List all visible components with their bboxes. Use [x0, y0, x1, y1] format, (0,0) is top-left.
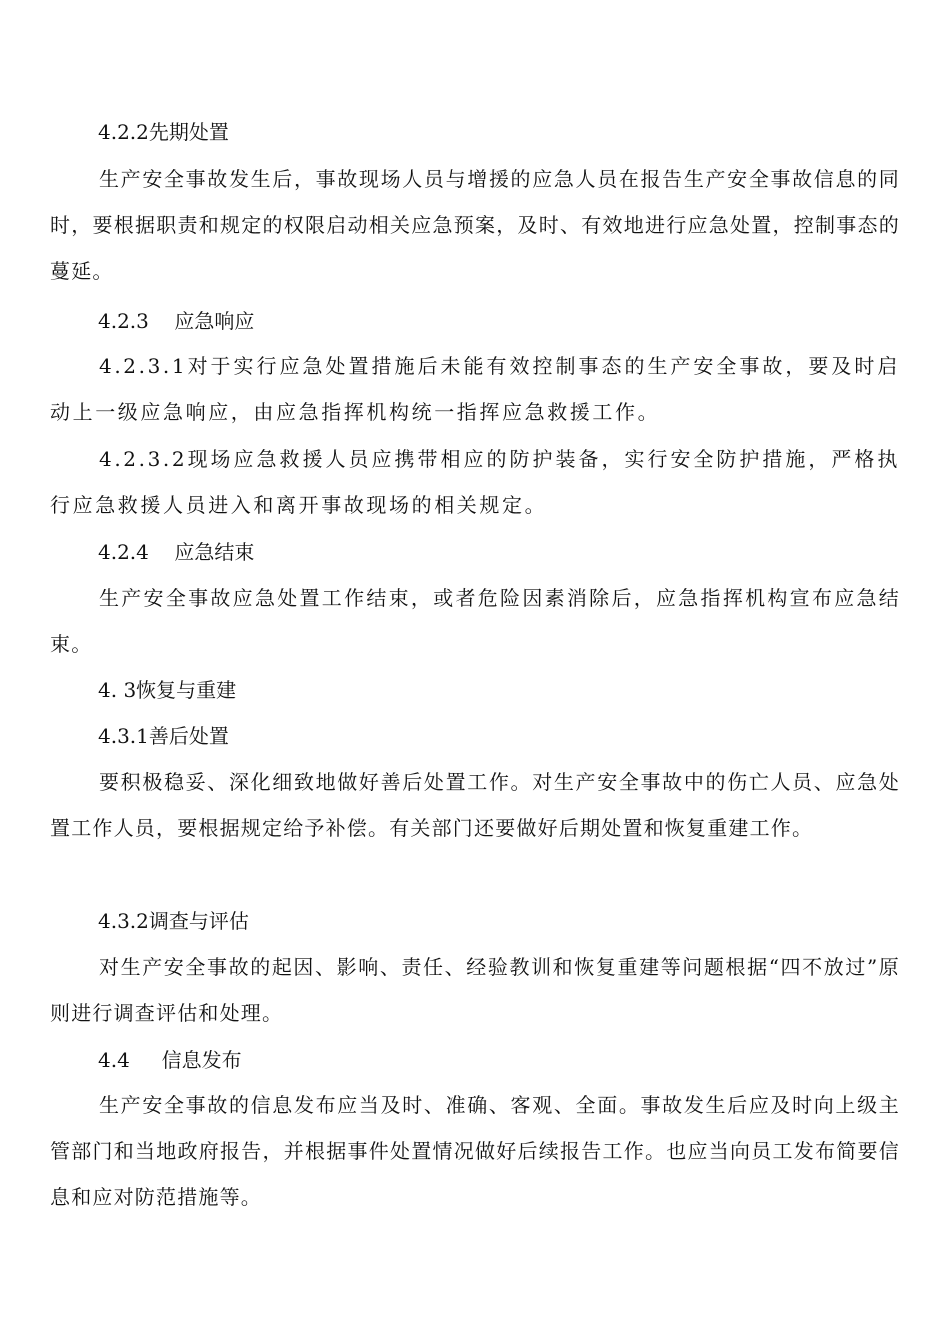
- heading-4-2-2: 4.2.2先期处置: [98, 120, 229, 144]
- paragraph-4-2-3-2: 4.2.3.2现场应急救援人员应携带相应的防护装备，实行安全防护措施，严格执行应急救援人员进入和离开事故现场的相关规定。: [50, 447, 900, 517]
- paragraph-4-2-3-1: 4.2.3.1对于实行应急处置措施后未能有效控制事态的生产安全事故，要及时启动上一级应急响应，由应急指挥机构统一指挥应急救援工作。: [50, 354, 900, 424]
- heading-4-3-2: 4.3.2调查与评估: [98, 909, 249, 933]
- paragraph-initial-response: 生产安全事故发生后，事故现场人员与增援的应急人员在报告生产安全事故信息的同时，要根据职责和规定的权限启动相关应急预案，及时、有效地进行应急处置，控制事态的蔓延。: [50, 167, 900, 283]
- heading-4-3-1: 4.3.1善后处置: [98, 724, 229, 748]
- heading-4-2-4: 4.2.4 应急结束: [98, 540, 255, 564]
- heading-4-2-3: 4.2.3 应急响应: [98, 309, 255, 333]
- heading-4-4: 4.4 信息发布: [98, 1048, 242, 1072]
- paragraph-information-release: 生产安全事故的信息发布应当及时、准确、客观、全面。事故发生后应及时向上级主管部门和当地政府报告，并根据事件处置情况做好后续报告工作。也应当向员工发布简要信息和应对防范措施等。: [50, 1093, 900, 1209]
- paragraph-emergency-end: 生产安全事故应急处置工作结束，或者危险因素消除后，应急指挥机构宣布应急结束。: [50, 586, 900, 656]
- paragraph-investigation: 对生产安全事故的起因、影响、责任、经验教训和恢复重建等问题根据“四不放过”原则进行调查评估和处理。: [50, 955, 900, 1025]
- heading-4-3: 4. 3恢复与重建: [98, 678, 237, 702]
- paragraph-aftermath: 要积极稳妥、深化细致地做好善后处置工作。对生产安全事故中的伤亡人员、应急处置工作人员，要根据规定给予补偿。有关部门还要做好后期处置和恢复重建工作。: [50, 770, 900, 840]
